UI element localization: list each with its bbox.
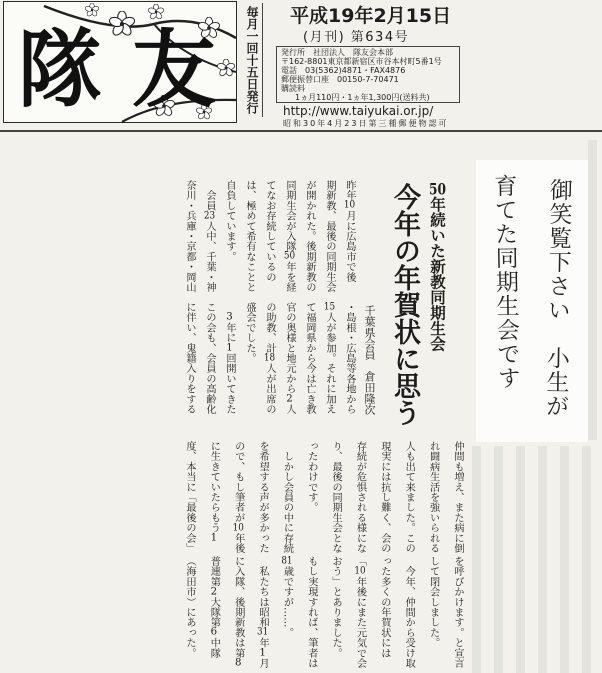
- article-column: 奈川・兵庫・京都・岡山: [184, 180, 195, 293]
- digits: 23: [203, 210, 216, 221]
- handwritten-note: [476, 160, 588, 442]
- digits: 1: [259, 647, 266, 659]
- subscription-price: 1ヵ月110円・1ヵ年1,300円(送料共): [295, 93, 430, 102]
- article-column: 現実には抗し難く、会の: [378, 441, 390, 554]
- digits: 10: [354, 566, 366, 577]
- handwritten-note-line: 育てた同期生会です: [490, 173, 520, 391]
- digits: 10: [232, 522, 244, 533]
- article-column: して閉会しました。: [427, 556, 439, 648]
- digits: 50: [428, 181, 447, 197]
- article-column: 度、本当に「最後の会」: [184, 441, 195, 554]
- cherry-blossom-icon: [85, 3, 100, 17]
- article-column: 会員23人中、千葉・神: [203, 180, 216, 293]
- article-tier-1: [183, 180, 355, 296]
- digits: 15: [323, 302, 336, 313]
- digits: 8: [234, 658, 242, 669]
- issue-date: 平成19年2月15日: [290, 5, 452, 27]
- digits: 6: [210, 627, 218, 638]
- article-column: 私たちは昭和31年1月: [256, 556, 269, 669]
- article-column: った多くの年賀状には: [378, 556, 390, 658]
- article-column: 盛会でした。: [244, 302, 255, 364]
- postal-permit: 昭和30年4月23日第三種郵便物認可: [283, 119, 449, 128]
- logo-char: 友: [132, 20, 217, 119]
- article-tier-2: [183, 302, 355, 418]
- masthead-rule: [0, 130, 602, 132]
- article-column: 81歳ですが……。: [281, 556, 293, 638]
- handwritten-note-line: 御笑覧下さい 小生が: [541, 177, 573, 419]
- article-column: 存続が危惧される様にな: [354, 441, 366, 554]
- article-column: ので、もし筆者が10年後: [232, 441, 244, 554]
- article-column: り、最後の同期生会とな: [330, 441, 342, 554]
- article-column: 期新教、最後の同期生会: [324, 180, 335, 293]
- article-column: （海田市）にあった。: [184, 556, 195, 658]
- digits: 81: [281, 556, 293, 567]
- article-column: は、極めて希有なことと: [244, 180, 255, 293]
- masthead-logo: [3, 1, 237, 123]
- article-column: 同期生会が入隊50年を経: [283, 180, 296, 293]
- article-column: 今年、仲間から受け取: [403, 556, 415, 669]
- digits: 2: [210, 586, 218, 597]
- article-column: 人も出て来ました。この: [403, 441, 415, 554]
- publisher-info: [276, 46, 460, 103]
- digits: 3: [226, 312, 233, 323]
- article-column: 3年に1回開いてきた: [224, 312, 235, 415]
- article-column: ったわけです。: [305, 441, 317, 513]
- digits: 18: [263, 353, 276, 364]
- bleed-through-area: [472, 446, 602, 673]
- publisher-line: 発行所 社団法人 隊友会本部: [281, 48, 393, 57]
- article-column: れ闘病生活を強いられる: [427, 441, 439, 554]
- article-column: て福岡県から今は亡き教: [304, 302, 315, 415]
- bleed-through-area: [588, 140, 602, 440]
- article-tier-4: [183, 556, 463, 670]
- article-byline: 千葉県会員 倉田隆次: [363, 305, 376, 415]
- article-column: に生きていたらもう1: [208, 441, 220, 544]
- article-column: てなお存続しているの: [264, 180, 275, 282]
- issue-number: (月刊) 第634号: [303, 30, 410, 45]
- subscription-label: 購読料: [281, 84, 305, 93]
- article-kicker: 50年続いた新教同期生会: [428, 181, 447, 352]
- article-column: しかし会員の中に存続: [281, 441, 293, 554]
- article-column: 普連第2大隊第6中隊: [208, 556, 220, 659]
- article-column: 自負しています。: [224, 180, 235, 262]
- digits: 50: [283, 251, 296, 262]
- article-column: 官の奥様と地元から2人: [284, 302, 295, 415]
- article-column: おう」とありました。: [330, 556, 342, 658]
- article-column: 「10年後にまた元気で会: [354, 556, 366, 669]
- article-tier-3: [183, 441, 463, 555]
- postal-transfer-line: 郵便振替口座 00150-7-70471: [281, 75, 399, 84]
- article-column: 仲間も増え、また病に倒: [451, 441, 463, 554]
- cherry-blossom-icon: [148, 4, 165, 20]
- address-line: 〒162-8801東京都新宿区市谷本村町5番1号: [281, 57, 442, 66]
- article-headline: 今年の年賀状に思う: [389, 183, 420, 426]
- article-column: 昨年10月に広島市で後: [343, 180, 356, 283]
- article-column: に入隊、後期新教は第8: [232, 556, 244, 669]
- article-column: もし実現すれば、筆者は: [305, 556, 317, 669]
- digits: 1: [210, 532, 218, 544]
- digits: 31: [256, 627, 269, 638]
- article-column: ・島根・広島等各地から: [344, 302, 355, 415]
- logo-char: 隊: [18, 20, 103, 119]
- article-column: が開かれた。後期新教の: [304, 180, 315, 293]
- article-column: に伴い、鬼籍入りをする: [184, 302, 195, 415]
- article-column: この会も、会員の高齢化: [204, 302, 215, 415]
- digits: 2: [286, 393, 293, 405]
- publication-frequency: 毎月一回十五日発行: [242, 3, 263, 117]
- article-column: を希望する声が多かった: [257, 441, 269, 554]
- cherry-blossom-icon: [217, 59, 236, 77]
- website-url: http://www.taiyukai.or.jp/: [283, 104, 434, 118]
- article-column: を呼びかけます。と宣言: [451, 556, 463, 669]
- digits: 10: [343, 200, 356, 211]
- article-column: の助教、計18人が出席の: [263, 302, 276, 415]
- phone-line: 電話 03(5362)4871・FAX4876: [281, 66, 406, 75]
- article-column: 15人が参加。それに加え: [323, 302, 336, 415]
- digits: 1: [226, 342, 233, 354]
